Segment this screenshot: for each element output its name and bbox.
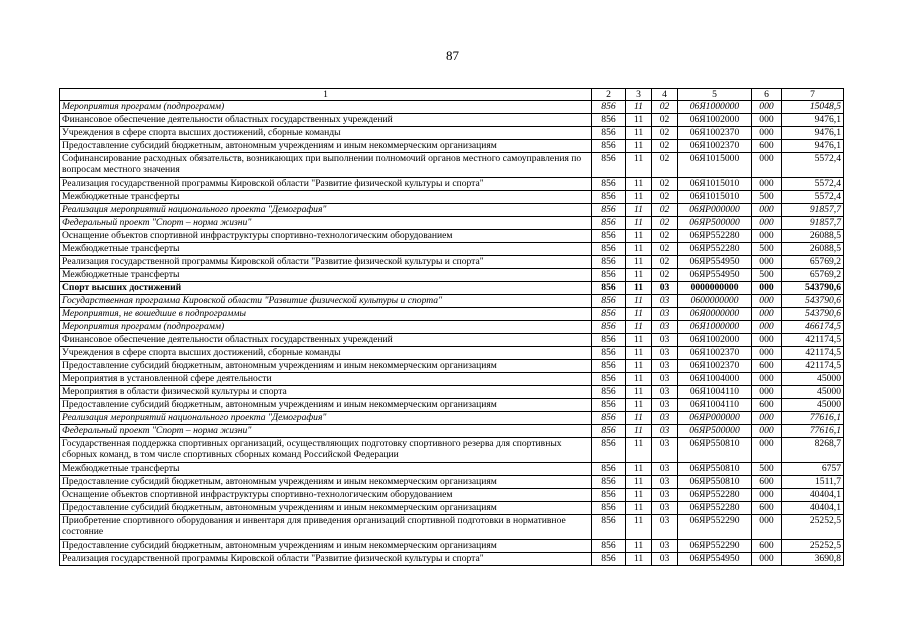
row-name: Мероприятия программ (подпрограмм): [60, 321, 592, 334]
row-section: 11: [626, 243, 652, 256]
row-subsection: 03: [652, 476, 678, 489]
row-section: 11: [626, 476, 652, 489]
row-name: Софинансирование расходных обязательств, возникающих при выполнении полномочий органов местного самоуправления по вопросам местного значения: [60, 153, 592, 178]
row-subsection: 02: [652, 191, 678, 204]
table-row: [60, 204, 844, 217]
row-subsection: 03: [652, 321, 678, 334]
row-amount: 6757: [782, 463, 844, 476]
row-admin-code: 856: [592, 217, 626, 230]
row-admin-code: 856: [592, 334, 626, 347]
row-name: Реализация государственной программы Кировской области "Развитие физической культуры и спорта": [60, 553, 592, 566]
table-row: [60, 360, 844, 373]
row-admin-code: 856: [592, 269, 626, 282]
row-subsection: 03: [652, 438, 678, 463]
row-target-article: 06ЯР554950: [678, 269, 752, 282]
row-subsection: 03: [652, 399, 678, 412]
table-row: [60, 438, 844, 463]
row-subsection: 03: [652, 425, 678, 438]
row-section: 11: [626, 230, 652, 243]
row-expense-type: 000: [752, 204, 782, 217]
row-expense-type: 000: [752, 438, 782, 463]
table-row: [60, 373, 844, 386]
row-admin-code: 856: [592, 360, 626, 373]
table-row: [60, 295, 844, 308]
row-target-article: 06ЯР552290: [678, 540, 752, 553]
row-section: 11: [626, 153, 652, 178]
row-expense-type: 000: [752, 127, 782, 140]
row-amount: 91857,7: [782, 217, 844, 230]
header-row: [60, 89, 844, 101]
row-amount: 45000: [782, 373, 844, 386]
row-section: 11: [626, 553, 652, 566]
row-name: Реализация государственной программы Кировской области "Развитие физической культуры и спорта": [60, 178, 592, 191]
row-admin-code: 856: [592, 438, 626, 463]
header-cell-4: 4: [652, 89, 678, 101]
row-target-article: 06ЯР500000: [678, 425, 752, 438]
row-name: Межбюджетные трансферты: [60, 463, 592, 476]
row-name: Приобретение спортивного оборудования и инвентаря для приведения организаций спортивной подготовки в нормативное состояние: [60, 515, 592, 540]
row-target-article: 06Я0000000: [678, 308, 752, 321]
row-subsection: 02: [652, 153, 678, 178]
row-admin-code: 856: [592, 191, 626, 204]
row-subsection: 02: [652, 140, 678, 153]
row-section: 11: [626, 101, 652, 114]
header-cell-2: 2: [592, 89, 626, 101]
row-target-article: 06Я1015010: [678, 178, 752, 191]
row-admin-code: 856: [592, 386, 626, 399]
row-admin-code: 856: [592, 127, 626, 140]
row-expense-type: 500: [752, 269, 782, 282]
row-subsection: 02: [652, 230, 678, 243]
row-subsection: 02: [652, 178, 678, 191]
row-section: 11: [626, 334, 652, 347]
table-row: [60, 308, 844, 321]
table-row: [60, 553, 844, 566]
row-target-article: 06ЯР000000: [678, 204, 752, 217]
row-expense-type: 500: [752, 243, 782, 256]
row-target-article: 06Я1004110: [678, 399, 752, 412]
row-section: 11: [626, 140, 652, 153]
row-name: Федеральный проект "Спорт – норма жизни": [60, 217, 592, 230]
row-name: Межбюджетные трансферты: [60, 269, 592, 282]
row-section: 11: [626, 425, 652, 438]
row-amount: 77616,1: [782, 425, 844, 438]
row-amount: 45000: [782, 386, 844, 399]
row-admin-code: 856: [592, 463, 626, 476]
row-amount: 543790,6: [782, 295, 844, 308]
row-name: Предоставление субсидий бюджетным, автономным учреждениям и иным некоммерческим организациям: [60, 540, 592, 553]
row-admin-code: 856: [592, 373, 626, 386]
row-section: 11: [626, 178, 652, 191]
table-row: [60, 282, 844, 295]
row-amount: 65769,2: [782, 269, 844, 282]
table-row: [60, 217, 844, 230]
table-row: [60, 243, 844, 256]
row-admin-code: 856: [592, 515, 626, 540]
row-name: Федеральный проект "Спорт – норма жизни": [60, 425, 592, 438]
row-admin-code: 856: [592, 489, 626, 502]
row-admin-code: 856: [592, 399, 626, 412]
row-name: Учреждения в сфере спорта высших достижений, сборные команды: [60, 127, 592, 140]
row-expense-type: 000: [752, 230, 782, 243]
row-name: Мероприятия в области физической культуры и спорта: [60, 386, 592, 399]
row-admin-code: 856: [592, 153, 626, 178]
row-section: 11: [626, 256, 652, 269]
row-target-article: 06ЯР552280: [678, 243, 752, 256]
row-section: 11: [626, 373, 652, 386]
row-target-article: 06Я1002370: [678, 347, 752, 360]
row-target-article: 06Я1000000: [678, 101, 752, 114]
row-subsection: 03: [652, 334, 678, 347]
row-amount: 77616,1: [782, 412, 844, 425]
row-section: 11: [626, 217, 652, 230]
row-name: Государственная поддержка спортивных организаций, осуществляющих подготовку спортивного резерва для спортивных сборных команд, в том числе спортивных сборных команд Российской Федерации: [60, 438, 592, 463]
row-target-article: 06ЯР550810: [678, 476, 752, 489]
table-row: [60, 127, 844, 140]
row-target-article: 06ЯР552280: [678, 230, 752, 243]
header-cell-5: 5: [678, 89, 752, 101]
page-number: 87: [446, 48, 459, 63]
row-admin-code: 856: [592, 553, 626, 566]
row-target-article: 06ЯР552290: [678, 515, 752, 540]
row-admin-code: 856: [592, 243, 626, 256]
row-expense-type: 000: [752, 321, 782, 334]
row-target-article: 06ЯР000000: [678, 412, 752, 425]
row-subsection: 02: [652, 101, 678, 114]
table-row: [60, 502, 844, 515]
row-subsection: 03: [652, 489, 678, 502]
row-target-article: 06ЯР552280: [678, 489, 752, 502]
row-subsection: 02: [652, 269, 678, 282]
table-row: [60, 101, 844, 114]
row-admin-code: 856: [592, 204, 626, 217]
row-admin-code: 856: [592, 256, 626, 269]
row-section: 11: [626, 540, 652, 553]
row-subsection: 03: [652, 373, 678, 386]
row-expense-type: 600: [752, 476, 782, 489]
row-target-article: 06Я1002370: [678, 360, 752, 373]
table-row: [60, 140, 844, 153]
row-section: 11: [626, 321, 652, 334]
row-subsection: 02: [652, 217, 678, 230]
row-amount: 421174,5: [782, 347, 844, 360]
row-expense-type: 000: [752, 256, 782, 269]
row-section: 11: [626, 489, 652, 502]
row-admin-code: 856: [592, 412, 626, 425]
row-subsection: 03: [652, 360, 678, 373]
header-cell-7: 7: [782, 89, 844, 101]
row-target-article: 06Я1002370: [678, 140, 752, 153]
header-cell-3: 3: [626, 89, 652, 101]
row-target-article: 06Я1002370: [678, 127, 752, 140]
row-section: 11: [626, 114, 652, 127]
row-subsection: 02: [652, 127, 678, 140]
row-expense-type: 000: [752, 114, 782, 127]
row-section: 11: [626, 515, 652, 540]
row-name: Реализация мероприятий национального проекта "Демография": [60, 412, 592, 425]
row-section: 11: [626, 204, 652, 217]
row-expense-type: 500: [752, 463, 782, 476]
row-name: Межбюджетные трансферты: [60, 243, 592, 256]
table-row: [60, 386, 844, 399]
row-expense-type: 000: [752, 101, 782, 114]
row-amount: 3690,8: [782, 553, 844, 566]
table-row: [60, 178, 844, 191]
table-row: [60, 489, 844, 502]
header-cell-6: 6: [752, 89, 782, 101]
row-amount: 9476,1: [782, 140, 844, 153]
row-amount: 543790,6: [782, 282, 844, 295]
row-amount: 91857,7: [782, 204, 844, 217]
row-name: Государственная программа Кировской области "Развитие физической культуры и спорта": [60, 295, 592, 308]
row-target-article: 06Я1015010: [678, 191, 752, 204]
table-row: [60, 191, 844, 204]
row-expense-type: 600: [752, 140, 782, 153]
row-amount: 5572,4: [782, 191, 844, 204]
row-expense-type: 000: [752, 347, 782, 360]
row-admin-code: 856: [592, 476, 626, 489]
row-section: 11: [626, 269, 652, 282]
table-row: [60, 153, 844, 178]
row-section: 11: [626, 438, 652, 463]
row-subsection: 03: [652, 282, 678, 295]
table-row: [60, 230, 844, 243]
row-amount: 25252,5: [782, 515, 844, 540]
row-name: Мероприятия программ (подпрограмм): [60, 101, 592, 114]
row-name: Реализация государственной программы Кировской области "Развитие физической культуры и спорта": [60, 256, 592, 269]
row-admin-code: 856: [592, 321, 626, 334]
row-admin-code: 856: [592, 308, 626, 321]
table-row: [60, 334, 844, 347]
row-admin-code: 856: [592, 282, 626, 295]
row-section: 11: [626, 347, 652, 360]
row-section: 11: [626, 412, 652, 425]
row-amount: 466174,5: [782, 321, 844, 334]
row-section: 11: [626, 282, 652, 295]
row-admin-code: 856: [592, 114, 626, 127]
row-section: 11: [626, 191, 652, 204]
row-name: Оснащение объектов спортивной инфраструктуры спортивно-технологическим оборудованием: [60, 230, 592, 243]
row-name: Спорт высших достижений: [60, 282, 592, 295]
row-admin-code: 856: [592, 502, 626, 515]
row-expense-type: 000: [752, 153, 782, 178]
row-name: Предоставление субсидий бюджетным, автономным учреждениям и иным некоммерческим организациям: [60, 502, 592, 515]
table-row: [60, 256, 844, 269]
row-target-article: 06ЯР554950: [678, 553, 752, 566]
row-admin-code: 856: [592, 140, 626, 153]
row-name: Мероприятия в установленной сфере деятельности: [60, 373, 592, 386]
row-target-article: 06ЯР554950: [678, 256, 752, 269]
row-name: Финансовое обеспечение деятельности областных государственных учреждений: [60, 334, 592, 347]
row-target-article: 06Я1004110: [678, 386, 752, 399]
row-amount: 9476,1: [782, 127, 844, 140]
row-admin-code: 856: [592, 101, 626, 114]
table-row: [60, 114, 844, 127]
row-expense-type: 000: [752, 295, 782, 308]
row-target-article: 06Я1002000: [678, 114, 752, 127]
row-admin-code: 856: [592, 540, 626, 553]
row-name: Предоставление субсидий бюджетным, автономным учреждениям и иным некоммерческим организациям: [60, 140, 592, 153]
row-subsection: 03: [652, 412, 678, 425]
row-section: 11: [626, 127, 652, 140]
row-expense-type: 000: [752, 412, 782, 425]
row-section: 11: [626, 295, 652, 308]
row-name: Оснащение объектов спортивной инфраструктуры спортивно-технологическим оборудованием: [60, 489, 592, 502]
row-expense-type: 000: [752, 217, 782, 230]
table-row: [60, 412, 844, 425]
row-subsection: 03: [652, 386, 678, 399]
row-subsection: 02: [652, 243, 678, 256]
table-row: [60, 321, 844, 334]
row-name: Мероприятия, не вошедшие в подпрограммы: [60, 308, 592, 321]
row-subsection: 03: [652, 347, 678, 360]
row-section: 11: [626, 386, 652, 399]
row-expense-type: 000: [752, 373, 782, 386]
row-amount: 421174,5: [782, 334, 844, 347]
row-expense-type: 000: [752, 489, 782, 502]
row-expense-type: 000: [752, 178, 782, 191]
row-target-article: 06Я1000000: [678, 321, 752, 334]
row-section: 11: [626, 502, 652, 515]
row-amount: 421174,5: [782, 360, 844, 373]
row-target-article: 06Я1002000: [678, 334, 752, 347]
table-row: [60, 540, 844, 553]
row-amount: 25252,5: [782, 540, 844, 553]
row-expense-type: 000: [752, 334, 782, 347]
table-row: [60, 269, 844, 282]
row-subsection: 02: [652, 114, 678, 127]
row-name: Реализация мероприятий национального проекта "Демография": [60, 204, 592, 217]
row-target-article: 06Я1015000: [678, 153, 752, 178]
row-amount: 543790,6: [782, 308, 844, 321]
row-amount: 40404,1: [782, 489, 844, 502]
row-amount: 26088,5: [782, 243, 844, 256]
row-target-article: 0600000000: [678, 295, 752, 308]
row-admin-code: 856: [592, 347, 626, 360]
row-subsection: 02: [652, 204, 678, 217]
row-subsection: 03: [652, 463, 678, 476]
table-row: [60, 425, 844, 438]
row-name: Межбюджетные трансферты: [60, 191, 592, 204]
row-target-article: 06ЯР550810: [678, 438, 752, 463]
row-expense-type: 600: [752, 399, 782, 412]
row-expense-type: 000: [752, 282, 782, 295]
row-target-article: 06ЯР500000: [678, 217, 752, 230]
row-amount: 45000: [782, 399, 844, 412]
table-row: [60, 515, 844, 540]
row-amount: 5572,4: [782, 178, 844, 191]
table-row: [60, 399, 844, 412]
row-subsection: 03: [652, 308, 678, 321]
row-admin-code: 856: [592, 230, 626, 243]
row-name: Предоставление субсидий бюджетным, автономным учреждениям и иным некоммерческим организациям: [60, 399, 592, 412]
row-section: 11: [626, 399, 652, 412]
row-expense-type: 000: [752, 386, 782, 399]
row-expense-type: 600: [752, 540, 782, 553]
row-amount: 9476,1: [782, 114, 844, 127]
header-cell-1: 1: [60, 89, 592, 101]
row-amount: 15048,5: [782, 101, 844, 114]
row-target-article: 06Я1004000: [678, 373, 752, 386]
row-name: Финансовое обеспечение деятельности областных государственных учреждений: [60, 114, 592, 127]
row-target-article: 0000000000: [678, 282, 752, 295]
row-section: 11: [626, 463, 652, 476]
row-expense-type: 600: [752, 502, 782, 515]
row-name: Предоставление субсидий бюджетным, автономным учреждениям и иным некоммерческим организациям: [60, 360, 592, 373]
row-amount: 26088,5: [782, 230, 844, 243]
row-subsection: 03: [652, 515, 678, 540]
row-admin-code: 856: [592, 178, 626, 191]
row-section: 11: [626, 360, 652, 373]
row-name: Предоставление субсидий бюджетным, автономным учреждениям и иным некоммерческим организациям: [60, 476, 592, 489]
row-admin-code: 856: [592, 295, 626, 308]
row-expense-type: 000: [752, 515, 782, 540]
row-subsection: 03: [652, 295, 678, 308]
row-expense-type: 000: [752, 308, 782, 321]
budget-table: [59, 88, 844, 566]
row-target-article: 06ЯР552280: [678, 502, 752, 515]
row-subsection: 03: [652, 502, 678, 515]
row-expense-type: 000: [752, 425, 782, 438]
row-target-article: 06ЯР550810: [678, 463, 752, 476]
row-amount: 5572,4: [782, 153, 844, 178]
row-subsection: 03: [652, 553, 678, 566]
table-row: [60, 476, 844, 489]
row-admin-code: 856: [592, 425, 626, 438]
row-subsection: 03: [652, 540, 678, 553]
row-amount: 8268,7: [782, 438, 844, 463]
row-expense-type: 000: [752, 553, 782, 566]
table-row: [60, 347, 844, 360]
row-amount: 40404,1: [782, 502, 844, 515]
row-amount: 1511,7: [782, 476, 844, 489]
row-section: 11: [626, 308, 652, 321]
row-amount: 65769,2: [782, 256, 844, 269]
row-subsection: 02: [652, 256, 678, 269]
row-name: Учреждения в сфере спорта высших достижений, сборные команды: [60, 347, 592, 360]
row-expense-type: 600: [752, 360, 782, 373]
table-row: [60, 463, 844, 476]
row-expense-type: 500: [752, 191, 782, 204]
